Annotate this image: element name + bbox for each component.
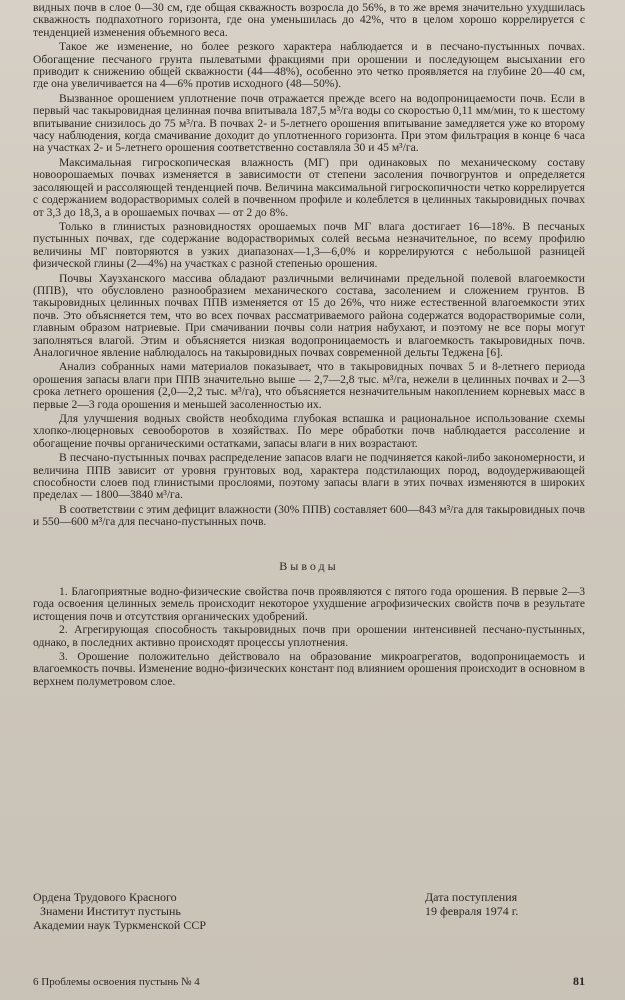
affiliation-line: Ордена Трудового Красного [33, 890, 177, 904]
conclusions-heading: Выводы [279, 558, 339, 573]
paragraph: Только в глинистых разновидностях орошаемых почв МГ влага достигает 16—18%. В песчаных пустынных почвах, где содержание водорастворимых солей весьма незначительное, по всему профилю величины МГ повторяются в узких диапазонах—1,3—6,0% и коррелируются с небольшой разницей физической глины (2—4%) на участках с разной степенью орошения. [33, 219, 585, 271]
paragraph: Максимальная гигроскопическая влажность (МГ) при одинаковых по механическому составу новоорошаемых почвах изменяется в зависимости от степени засоления почвогрунтов и определяется засоляющей и рассоляющей тенденцией почв. Величина максимальной гигроскопичности четко коррелируется с содержанием водорастворимых солей в почвенном профиле и колеблется в целинных такыровидных почвах от 3,3 до 18,3, а в орошаемых почвах — от 2 до 8%. [33, 155, 585, 219]
conclusion-item: 3. Орошение положительно действовало на образование микроагрегатов, водопроницаемость и влагоемкость почвы. Изменение водно-физических констант под влиянием орошения происходит в основном в верхнем полуметровом слое. [33, 649, 585, 688]
affiliation-line: Знамени Институт пустынь [40, 904, 181, 918]
paragraph: Анализ собранных нами материалов показывает, что в такыровидных почвах 5 и 8-летнего периода орошения запасы влаги при ППВ значительно выше — 2,7—2,8 тыс. м³/га, нежели в целинных почвах и 2—3 срока летнего орошения (2,0—2,2 тыс. м³/га), что объясняется незначительным накоплением корневых масс в первые 2—3 года орошения и меньшей засоленностью их. [33, 360, 585, 411]
affiliation [33, 890, 333, 932]
paragraph: видных почв в слое 0—30 см, где общая скважность возросла до 56%, в то же время значительно ухудшилась скважность подпахотного горизонта, где она уменьшилась до 42%, что в целом хорошо коррелируется с тенденцией изменения объемного веса. [33, 1, 585, 39]
paragraph: Такое же изменение, но более резкого характера наблюдается и в песчано-пустынных почвах. Обогащение песчаного грунта пылеватыми фракциями при орошении и последующем высыхании его приводит к снижению общей скважности (44—48%), особенно это четко проявляется на глубине 20—40 см, где она увеличивается на 4—6% против исходного (48—50%). [33, 40, 585, 91]
affiliation-line: Академии наук Туркменской ССР [33, 918, 207, 932]
printer-signature: 6 Проблемы освоения пустынь № 4 [33, 976, 200, 988]
received-value: 19 февраля 1974 г. [425, 904, 519, 918]
paragraph: Для улучшения водных свойств необходима глубокая вспашка и рациональное использование схемы хлопко-люцерновых севооборотов в хозяйствах. По мере обработки почв наблюдается рассоление и обогащение почвы органическими остатками, запасы влаги в них возрастают. [33, 412, 585, 450]
paragraph: В соответствии с этим дефицит влажности (30% ППВ) составляет 600—843 м³/га для такыровидных почв и 550—600 м³/га для песчано-пустынных почв. [33, 502, 585, 529]
paragraph: Вызванное орошением уплотнение почв отражается прежде всего на водопроницаемости почв. Если в первый час такыровидная целинная почва впитывала 187,5 м³/га воды со скоростью 0,11 мм/мин, то к шестому впитывание снизилось до 75 м³/га. В почвах 2- и 5-летнего орошения впитывание замедляется уже ко второму часу наблюдения, когда смачивание доходит до уплотненного горизонта. При этом фильтрация в конце 6 часа на участках 2- и 5-летнего орошения соответственно составляла 30 и 45 м³/га. [33, 91, 585, 155]
received-label: Дата поступления [425, 890, 518, 904]
article-body [33, 0, 585, 529]
paragraph: В песчано-пустынных почвах распределение запасов влаги не подчиняется какой-либо закономерности, и величина ППВ зависит от уровня грунтовых вод, характера подстилающих пород, водоудерживающей способности слоев под глинистыми прослоями, поэтому запасы влаги в этих почвах изменяются в широких пределах — 1800—3840 м³/га. [33, 451, 585, 502]
conclusions-list [33, 586, 585, 689]
paragraph: Почвы Хаузханского массива обладают различными величинами предельной полевой влагоемкости (ППВ), что обусловлено разнообразием механического состава, засолением и сложением грунтов. В такыровидных целинных почвах ППВ изменяется от 15 до 26%, что ниже естественной влагоемкости этих почв. Это объясняется тем, что во всех почвах рассматриваемого района содержатся водорастворимые соли, главным образом натриевые. При смачивании почвы соли натрия набухают, и поэтому не все поры могут заполняться влагой. Этим и объясняется низкая водопроницаемость и влагоемкость такыровидных почв. Аналогичное явление наблюдалось на такыровидных почвах современной дельты Теджена [6]. [33, 271, 585, 359]
conclusion-item: 2. Агрегирующая способность такыровидных почв при орошении интенсивней песчано-пустынных, однако, в последних активно происходят процессы уплотнения. [33, 623, 585, 650]
received-date [425, 890, 555, 918]
conclusion-item: 1. Благоприятные водно-физические свойства почв проявляются с пятого года орошения. В первые 2—3 года освоения целинных земель происходит некоторое ухудшение агрофизических свойств почв в результате истощения почв и отсутствия органических удобрений. [33, 584, 585, 623]
page-number: 81 [573, 974, 585, 988]
